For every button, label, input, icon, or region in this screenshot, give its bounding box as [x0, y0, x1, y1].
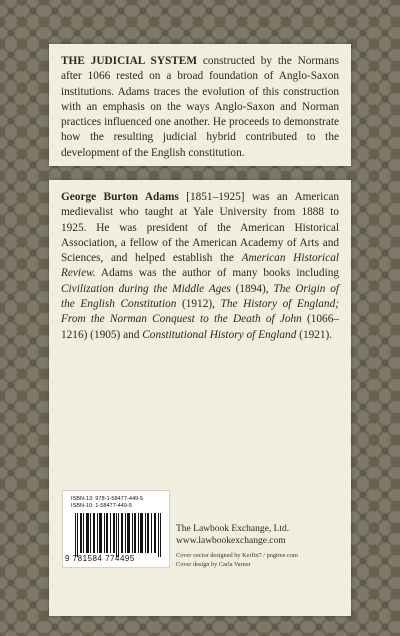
book-title: Civilization during the Middle Ages — [61, 282, 231, 295]
publisher-url: www.lawbookexchange.com — [176, 536, 286, 546]
bio-part: [1851–1925] was an American medievalist who taught at Yale University from 1888 to 1925. He was president of the American Historical Association, a fellow of the American Academy of Arts and Sciences, and helped establish the — [61, 191, 339, 265]
publisher-name: The Lawbook Exchange, Ltd. — [176, 524, 290, 534]
bio-panel — [49, 180, 351, 616]
journal-title: American Historical Review. — [61, 252, 339, 280]
author-name: George Burton Adams — [61, 191, 179, 203]
bio-part: (1912), — [176, 298, 221, 311]
credit-design: Cover design by Carla Varner — [176, 560, 251, 568]
isbn-13: ISBN-13: 978-1-58477-449-5 — [71, 496, 144, 502]
barcode-bars — [73, 513, 163, 557]
book-title: The History of England; From the Norman Conquest to the Death of John — [61, 298, 339, 326]
bio-part: (1921). — [296, 328, 333, 341]
cover-credits — [176, 552, 351, 569]
bio-text — [61, 190, 339, 343]
bio-part: Adams was the author of many books including — [95, 267, 339, 280]
blurb-lead: THE JUDICIAL SYSTEM — [61, 55, 197, 67]
book-title: Constitutional History of England — [142, 328, 297, 341]
isbn-10: ISBN-10: 1-58477-449-5 — [71, 503, 132, 509]
credit-vector: Cover vector designed by Kerfin7 / pngtree.com — [176, 552, 298, 559]
barcode-digits: 9 781584 774495 — [65, 554, 135, 563]
publisher-block — [176, 523, 346, 547]
blurb-text — [61, 54, 339, 161]
bio-part: (1894), — [230, 282, 274, 295]
barcode — [62, 490, 170, 568]
blurb-body: constructed by the Normans after 1066 rested on a broad foundation of Anglo-Saxon institutions. Adams traces the evolution of this construction with an emphasis on the ways Anglo-Saxon and Norman practices influenced one another. He proceeds to demonstrate how the resulting judicial hybrid contributed to the development of the English constitution. — [61, 55, 339, 159]
blurb-panel — [49, 44, 351, 166]
book-title: The Origin of the English Constitution — [61, 282, 339, 311]
bio-part: (1066–1216) (1905) and — [61, 313, 339, 341]
